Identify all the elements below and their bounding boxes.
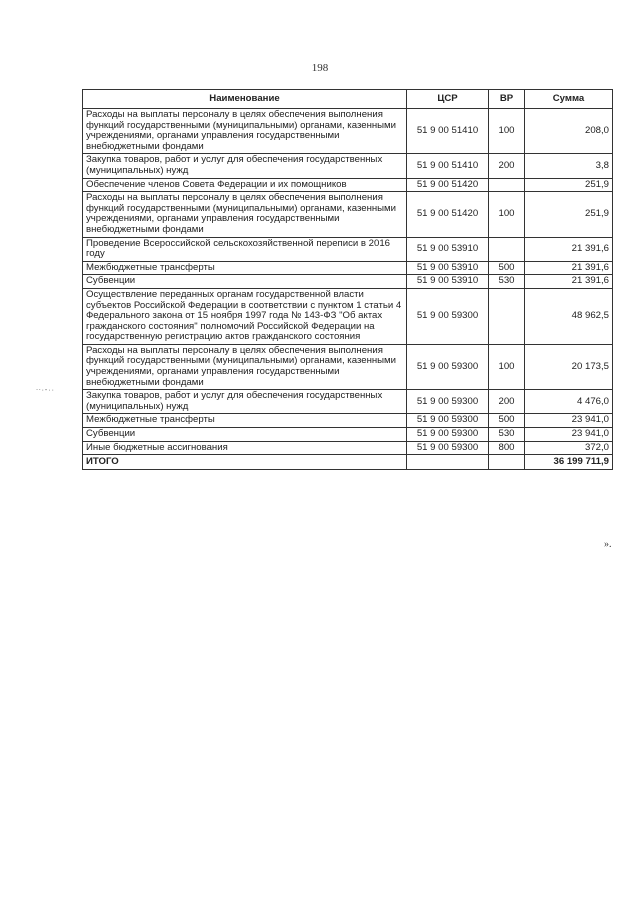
total-csr-empty xyxy=(407,455,489,470)
cell-vr: 100 xyxy=(489,344,525,389)
cell-name: Межбюджетные трансферты xyxy=(83,261,407,275)
cell-sum: 3,8 xyxy=(525,154,613,178)
table-row xyxy=(83,192,613,237)
cell-vr: 500 xyxy=(489,261,525,275)
cell-sum: 20 173,5 xyxy=(525,344,613,389)
cell-vr: 800 xyxy=(489,441,525,455)
margin-mark: ᐧᐧ·-·· xyxy=(36,387,55,394)
cell-name: Осуществление переданных органам государственной власти субъектов Российской Федерации в соответствии с пунктом 1 статьи 4 Федерального закона от 15 ноября 1997 года № 143-ФЗ "Об актах гражданского состояния" полномочий Российской Федерации на государственную регистрацию актов гражданского состояния xyxy=(83,288,407,344)
cell-vr: 200 xyxy=(489,154,525,178)
cell-csr: 51 9 00 51420 xyxy=(407,192,489,237)
cell-name: Субвенции xyxy=(83,428,407,442)
cell-csr: 51 9 00 59300 xyxy=(407,390,489,414)
budget-table xyxy=(82,89,613,470)
cell-csr: 51 9 00 59300 xyxy=(407,288,489,344)
cell-sum: 251,9 xyxy=(525,178,613,192)
cell-sum: 4 476,0 xyxy=(525,390,613,414)
cell-vr: 200 xyxy=(489,390,525,414)
table-row xyxy=(83,344,613,389)
table-header-row xyxy=(83,90,613,109)
total-label: ИТОГО xyxy=(83,455,407,470)
table-row xyxy=(83,109,613,154)
cell-csr: 51 9 00 51420 xyxy=(407,178,489,192)
cell-sum: 21 391,6 xyxy=(525,261,613,275)
total-sum: 36 199 711,9 xyxy=(525,455,613,470)
cell-vr xyxy=(489,178,525,192)
table-row xyxy=(83,237,613,261)
total-vr-empty xyxy=(489,455,525,470)
cell-sum: 372,0 xyxy=(525,441,613,455)
cell-csr: 51 9 00 59300 xyxy=(407,414,489,428)
cell-sum: 208,0 xyxy=(525,109,613,154)
cell-sum: 23 941,0 xyxy=(525,428,613,442)
cell-csr: 51 9 00 59300 xyxy=(407,344,489,389)
cell-vr: 530 xyxy=(489,275,525,289)
cell-sum: 21 391,6 xyxy=(525,237,613,261)
header-sum: Сумма xyxy=(525,90,613,109)
table-row xyxy=(83,414,613,428)
cell-csr: 51 9 00 59300 xyxy=(407,428,489,442)
cell-vr: 100 xyxy=(489,109,525,154)
cell-name: Проведение Всероссийской сельскохозяйственной переписи в 2016 году xyxy=(83,237,407,261)
total-row xyxy=(83,455,613,470)
cell-name: Расходы на выплаты персоналу в целях обеспечения выполнения функций государственными (муниципальными) органами, казенными учреждениями, органами управления государственными внебюджетными фондами xyxy=(83,344,407,389)
header-name: Наименование xyxy=(83,90,407,109)
cell-name: Расходы на выплаты персоналу в целях обеспечения выполнения функций государственными (муниципальными) органами, казенными учреждениями, органами управления государственными внебюджетными фондами xyxy=(83,192,407,237)
closing-mark: ». xyxy=(604,539,612,550)
cell-csr: 51 9 00 51410 xyxy=(407,109,489,154)
cell-sum: 48 962,5 xyxy=(525,288,613,344)
cell-csr: 51 9 00 53910 xyxy=(407,261,489,275)
table-row xyxy=(83,275,613,289)
table-row xyxy=(83,428,613,442)
cell-name: Расходы на выплаты персоналу в целях обеспечения выполнения функций государственными (муниципальными) органами, казенными учреждениями, органами управления государственными внебюджетными фондами xyxy=(83,109,407,154)
cell-name: Межбюджетные трансферты xyxy=(83,414,407,428)
cell-vr: 530 xyxy=(489,428,525,442)
cell-csr: 51 9 00 59300 xyxy=(407,441,489,455)
cell-name: Закупка товаров, работ и услуг для обеспечения государственных (муниципальных) нужд xyxy=(83,390,407,414)
table-row xyxy=(83,261,613,275)
cell-sum: 23 941,0 xyxy=(525,414,613,428)
table-row xyxy=(83,390,613,414)
cell-csr: 51 9 00 53910 xyxy=(407,275,489,289)
cell-name: Закупка товаров, работ и услуг для обеспечения государственных (муниципальных) нужд xyxy=(83,154,407,178)
cell-sum: 251,9 xyxy=(525,192,613,237)
cell-vr xyxy=(489,237,525,261)
table-row xyxy=(83,154,613,178)
cell-sum: 21 391,6 xyxy=(525,275,613,289)
cell-name: Субвенции xyxy=(83,275,407,289)
cell-csr: 51 9 00 51410 xyxy=(407,154,489,178)
table-row xyxy=(83,288,613,344)
table-row xyxy=(83,441,613,455)
cell-vr xyxy=(489,288,525,344)
header-vr: ВР xyxy=(489,90,525,109)
cell-name: Иные бюджетные ассигнования xyxy=(83,441,407,455)
cell-vr: 100 xyxy=(489,192,525,237)
header-csr: ЦСР xyxy=(407,90,489,109)
page-number: 198 xyxy=(311,62,329,74)
cell-csr: 51 9 00 53910 xyxy=(407,237,489,261)
cell-vr: 500 xyxy=(489,414,525,428)
table-row xyxy=(83,178,613,192)
cell-name: Обеспечение членов Совета Федерации и их помощников xyxy=(83,178,407,192)
